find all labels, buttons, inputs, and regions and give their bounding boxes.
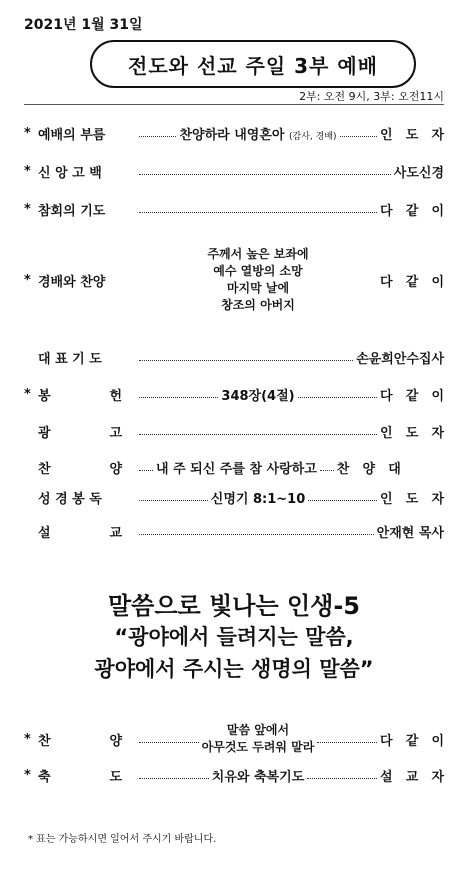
leader-dots [298, 397, 377, 398]
closing-hymn-title: 말씀 앞에서 아무것도 두려워 말라 [201, 723, 315, 754]
order-row-confession [24, 200, 444, 219]
standing-marker: * [24, 272, 31, 288]
praise-song: 창조의 아버지 [221, 298, 295, 312]
order-leader: 인 도 자 [380, 426, 444, 441]
leader-dots [307, 778, 377, 779]
order-row-scripture-reading [24, 488, 444, 507]
leader-dots [308, 500, 377, 501]
order-leader: 다 같 이 [380, 274, 444, 290]
leader-dots [139, 434, 377, 435]
order-leader: 안재현 목사 [376, 526, 444, 541]
order-label: 설 교 [38, 526, 122, 541]
order-row-closing-hymn [24, 722, 444, 756]
standing-marker: * [24, 202, 31, 217]
sermon-title: 말씀으로 빛나는 인생-5 [107, 592, 361, 620]
leader-dots [317, 742, 377, 743]
order-label: 봉 헌 [38, 389, 122, 404]
order-label: 대 표 기 도 [38, 352, 102, 367]
header-divider [24, 104, 444, 105]
order-label: 예배의 부름 [38, 128, 106, 143]
leader-dots [320, 470, 334, 471]
order-label: 광 고 [38, 426, 122, 441]
order-label: 찬 양 [38, 733, 122, 749]
leader-dots [139, 742, 199, 743]
leader-dots [139, 397, 218, 398]
leader-dots [139, 212, 377, 213]
leader-dots [139, 534, 374, 535]
order-row-offering [24, 385, 444, 404]
order-row-sermon [24, 522, 444, 541]
order-detail: 신명기 8:1~10 [210, 492, 306, 507]
order-row-benediction [24, 766, 444, 785]
praise-song: 주께서 높은 보좌에 [207, 247, 309, 261]
order-detail: 치유와 축복기도 [211, 770, 305, 785]
order-label: 신 앙 고 백 [38, 166, 102, 181]
leader-dots [139, 470, 153, 471]
order-row-announcements [24, 422, 444, 441]
order-row-call-to-worship [24, 124, 444, 143]
order-row-choir-anthem [24, 458, 444, 477]
bulletin-date: 2021년 1월 31일 [24, 17, 143, 33]
order-leader: 설 교 자 [380, 770, 444, 785]
leader-dots [139, 360, 353, 361]
standing-marker: * [24, 768, 31, 783]
leader-dots [139, 778, 209, 779]
praise-song-list [136, 246, 380, 314]
standing-marker: * [24, 387, 31, 402]
order-detail: 찬양하라 내영혼아 (감사, 경배) [179, 128, 337, 143]
order-detail: 내 주 되신 주를 참 사랑하고 [156, 462, 317, 477]
order-label: 참회의 기도 [38, 204, 106, 219]
leader-dots [139, 500, 208, 501]
standing-marker: * [24, 731, 31, 747]
service-times: 2부: 오전 9시, 3부: 오전11시 [299, 90, 444, 103]
order-detail: 348장(4절) [221, 389, 295, 404]
order-leader: 다 같 이 [380, 389, 444, 404]
order-label: 성 경 봉 독 [38, 492, 102, 507]
praise-song: 예수 열방의 소망 [213, 264, 303, 278]
sermon-subtitle-line-1: “광야에서 들려지는 말씀, [114, 625, 354, 649]
service-title: 전도와 선교 주일 3부 예배 [90, 40, 416, 88]
order-leader: 손윤희안수집사 [356, 352, 444, 367]
order-row-praise [24, 246, 444, 314]
leader-dots [139, 136, 176, 137]
order-label: 축 도 [38, 770, 122, 785]
praise-song: 마지막 날에 [226, 281, 290, 295]
order-leader: 다 같 이 [380, 204, 444, 219]
order-label: 경배와 찬양 [38, 274, 106, 290]
leader-dots [340, 136, 377, 137]
order-label: 찬 양 [38, 462, 122, 477]
order-row-creed [24, 162, 444, 181]
order-leader: 인 도 자 [380, 492, 445, 507]
order-leader: 다 같 이 [380, 733, 444, 749]
order-leader: 인 도 자 [380, 128, 444, 143]
standing-marker: * [24, 164, 31, 179]
leader-dots [139, 174, 391, 175]
order-leader: 사도신경 [393, 166, 444, 181]
order-row-representative-prayer [24, 348, 444, 367]
order-leader: 찬 양 대 [336, 462, 401, 477]
standing-marker: * [24, 126, 31, 141]
standing-footnote: * 표는 가능하시면 일어서 주시기 바랍니다. [28, 834, 217, 845]
sermon-subtitle-line-2: 광야에서 주시는 생명의 말씀” [94, 657, 374, 681]
